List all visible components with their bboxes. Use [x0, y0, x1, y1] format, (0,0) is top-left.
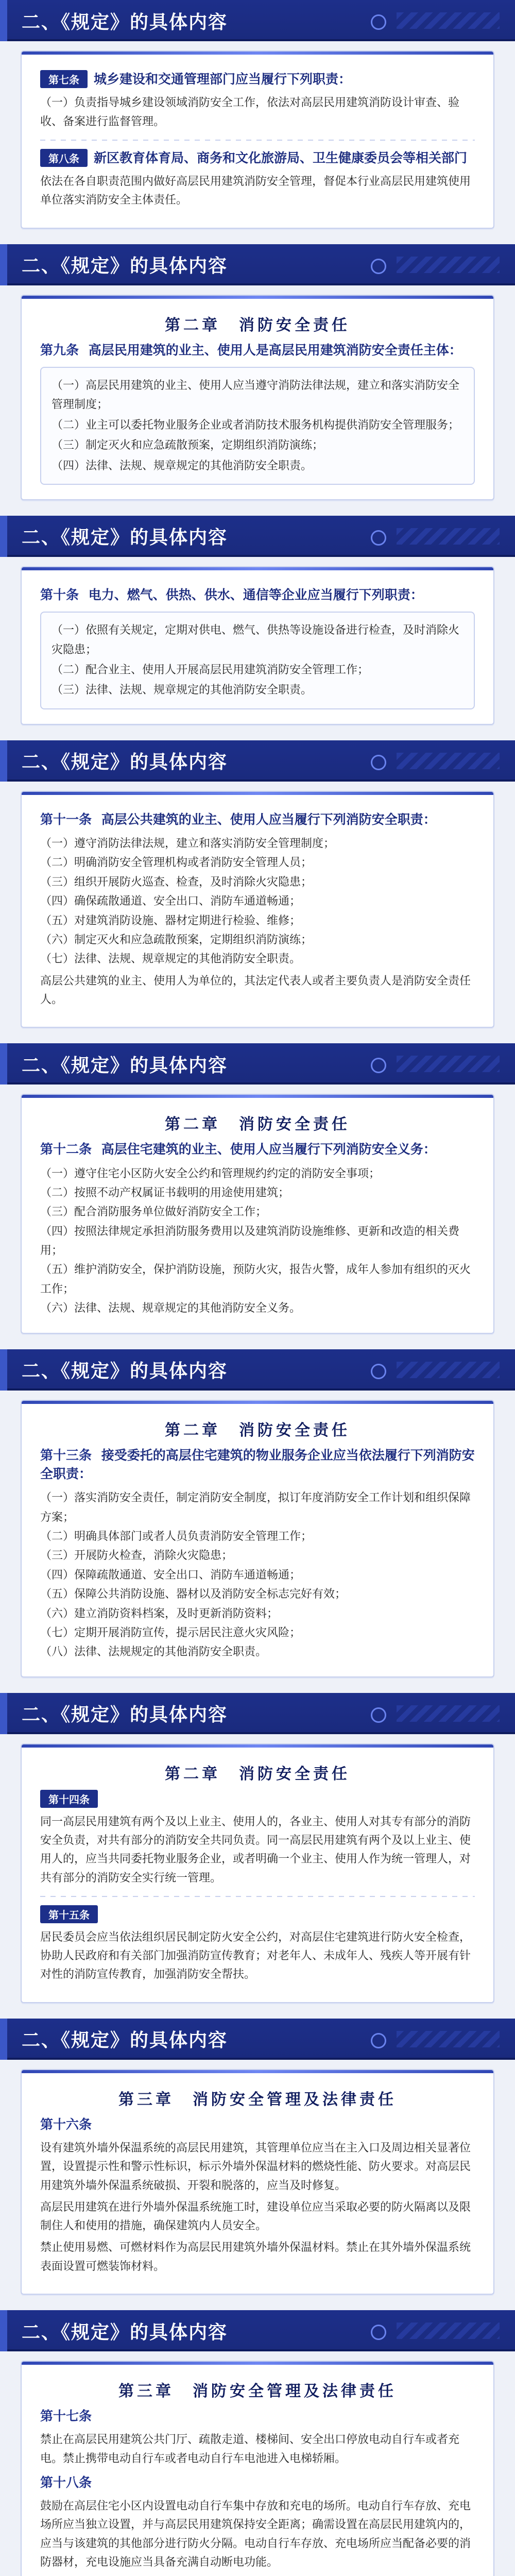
article-heading: 接受委托的高层住宅建筑的物业服务企业应当依法履行下列消防安全职责：: [40, 1447, 475, 1481]
article-text: 高层民用建筑在进行外墙外保温系统施工时，建设单位应当采取必要的防火隔离以及限制住人和使用的措施，确保建筑内人员安全。: [40, 2200, 471, 2233]
list-item: （四）保障疏散通道、安全出口、消防车通道畅通；: [40, 1568, 301, 1582]
banner-title: 二、《规定》的具体内容: [22, 752, 228, 773]
article-title: [40, 810, 475, 829]
content-panel-5: [21, 1094, 494, 1333]
list-item: （二）配合业主、使用人开展高层民用建筑消防安全管理工作；: [52, 663, 369, 676]
content-panel-4: [21, 791, 494, 1028]
circle-icon: [371, 530, 386, 546]
banner-title: 二、《规定》的具体内容: [22, 2030, 228, 2052]
article-title: [40, 586, 475, 604]
list-item: （三）配合消防服务单位做好消防安全工作；: [40, 1206, 267, 1219]
article-number: 第十二条: [40, 1142, 92, 1157]
article-note: 高层公共建筑的业主、使用人为单位的，其法定代表人或者主要负责人是消防安全责任人。: [40, 974, 471, 1006]
section-banner-2: [0, 244, 515, 285]
content-panel-7: [21, 1743, 494, 2003]
circle-icon: [371, 1364, 386, 1379]
article-text: 鼓励在高层住宅小区内设置电动自行车集中存放和充电的场所。电动自行车存放、充电场所应当独立设置，并与高层民用建筑保持安全距离；确需设置在高层民用建筑内的，应当与该建筑的其他部分进行防火分隔。电动自行车存放、充电场所应当配备必要的消防器材，充电设施应当具备充满自动断电功能。: [40, 2500, 471, 2569]
article-text: 同一高层民用建筑有两个及以上业主、使用人的，各业主、使用人对其专有部分的消防安全负责，对共有部分的消防安全共同负责。同一高层民用建筑有两个及以上业主、使用人的，应当共同委托物业服务企业，或者明确一个业主、使用人作为统一管理人，对共有部分的消防安全实行统一管理。: [40, 1815, 471, 1885]
article-number: 第十七条: [40, 2409, 92, 2424]
list-item: （八）法律、法规规定的其他消防安全职责。: [40, 1646, 267, 1659]
list-item: （六）建立消防资料档案，及时更新消防资料；: [40, 1607, 279, 1620]
article-title: [40, 1140, 475, 1159]
list-item: （三）开展防火检查，消除火灾隐患；: [40, 1549, 233, 1563]
article-text: 依法在各自职责范围内做好高层民用建筑消防安全管理，督促本行业高层民用建筑使用单位落实消防安全主体责任。: [40, 175, 471, 207]
article-tag: 第十五条: [40, 1905, 98, 1923]
divider: [40, 140, 475, 141]
article-title: 城乡建设和交通管理部门应当履行下列职责：: [94, 72, 352, 87]
section-banner-5: [0, 1043, 515, 1084]
circle-icon: [371, 2033, 386, 2048]
content-panel-6: [21, 1400, 494, 1677]
article-heading: 电力、燃气、供热、供水、通信等企业应当履行下列职责：: [88, 587, 423, 602]
list-item: （一）遵守消防法律法规，建立和落实消防安全管理制度；: [40, 837, 335, 850]
article-tag: 第十四条: [40, 1790, 98, 1808]
article-tag: 第八条: [40, 149, 88, 167]
article-heading: 高层公共建筑的业主、使用人应当履行下列消防安全职责：: [101, 811, 436, 827]
article-text: 居民委员会应当依法组织居民制定防火安全公约，对高层住宅建筑进行防火安全检查，协助人民政府和有关部门加强消防宣传教育；对老年人、未成年人、残疾人等开展有针对性的消防宣传教育，加强消防安全帮扶。: [40, 1930, 471, 1981]
list-box: [40, 367, 475, 485]
banner-title: 二、《规定》的具体内容: [22, 2321, 228, 2343]
article-title: 新区教育体育局、商务和文化旅游局、卫生健康委员会等相关部门: [94, 150, 468, 165]
article-tag: 第七条: [40, 70, 88, 88]
article-row: [40, 70, 475, 89]
banner-title: 二、《规定》的具体内容: [22, 256, 228, 277]
content-panel-8: [21, 2069, 494, 2295]
article-text: （一）负责指导城乡建设领域消防安全工作，依法对高层民用建筑消防设计审查、验收、备案进行监督管理。: [40, 96, 460, 128]
section-banner-6: [0, 1349, 515, 1391]
content-panel-1: [21, 50, 494, 229]
list-item: （一）遵守住宅小区防火安全公约和管理规约约定的消防安全事项；: [40, 1167, 381, 1180]
list-item: （二）按照不动产权属证书载明的用途使用建筑；: [40, 1186, 290, 1199]
article-text: 禁止使用易燃、可燃材料作为高层民用建筑外墙外保温材料。禁止在其外墙外保温系统表面设置可燃装饰材料。: [40, 2241, 471, 2273]
article-row: [40, 1905, 475, 1923]
article-title: [40, 2407, 475, 2426]
article-title: [40, 2115, 475, 2134]
list-item: （四）按照法律规定承担消防服务费用以及建筑消防设施维修、更新和改造的相关费用；: [40, 1225, 460, 1258]
chapter-title: 第二章 消防安全责任: [165, 1421, 350, 1439]
list-item: （七）法律、法规、规章规定的其他消防安全职责。: [40, 953, 301, 966]
section-banner-1: [0, 0, 515, 41]
divider: [40, 1896, 475, 1897]
article-number: 第十条: [40, 587, 79, 602]
section-banner-4: [0, 740, 515, 782]
article-title: [40, 1446, 475, 1484]
list-item: （五）保障公共消防设施、器材以及消防安全标志完好有效；: [40, 1588, 347, 1601]
article-row: [40, 1790, 475, 1808]
stripes-decoration: [397, 1705, 500, 1722]
circle-icon: [371, 755, 386, 770]
article-number: 第九条: [40, 342, 79, 358]
content-panel-9: [21, 2361, 494, 2576]
circle-icon: [371, 1058, 386, 1073]
article-heading: 高层住宅建筑的业主、使用人应当履行下列消防安全义务：: [101, 1142, 436, 1157]
section-banner-7: [0, 1693, 515, 1734]
article-number: 第十三条: [40, 1447, 92, 1463]
article-text: 设有建筑外墙外保温系统的高层民用建筑，其管理单位应当在主入口及周边相关显著位置，设置提示性和警示性标识，标示外墙外保温材料的燃烧性能、防火要求。对高层民用建筑外墙外保温系统破损、开裂和脱落的，应当及时修复。: [40, 2142, 471, 2192]
banner-title: 二、《规定》的具体内容: [22, 1055, 228, 1076]
chapter-title: 第二章 消防安全责任: [165, 1765, 350, 1783]
stripes-decoration: [397, 1056, 500, 1072]
article-text: 禁止在高层民用建筑公共门厅、疏散走道、楼梯间、安全出口停放电动自行车或者充电。禁止携带电动自行车或者电动自行车电池进入电梯轿厢。: [40, 2433, 460, 2465]
stripes-decoration: [397, 257, 500, 273]
article-number: 第十一条: [40, 811, 92, 827]
article-title: [40, 341, 475, 360]
stripes-decoration: [397, 12, 500, 29]
list-item: （二）明确具体部门或者人员负责消防安全管理工作；: [40, 1530, 313, 1543]
article-heading: 高层民用建筑的业主、使用人是高层民用建筑消防安全责任主体：: [88, 342, 462, 358]
stripes-decoration: [397, 753, 500, 769]
list-item: （六）法律、法规、规章规定的其他消防安全义务。: [40, 1302, 301, 1315]
section-banner-8: [0, 2019, 515, 2060]
banner-title: 二、《规定》的具体内容: [22, 11, 228, 33]
stripes-decoration: [397, 2323, 500, 2339]
article-row: [40, 149, 475, 167]
chapter-title: 第二章 消防安全责任: [165, 1115, 350, 1134]
list-item: （四）法律、法规、规章规定的其他消防安全职责。: [52, 459, 313, 472]
list-item: （六）制定灭火和应急疏散预案，定期组织消防演练；: [40, 933, 313, 946]
section-banner-3: [0, 516, 515, 557]
list-item: （四）确保疏散通道、安全出口、消防车通道畅通；: [40, 895, 301, 908]
article-number: 第十六条: [40, 2116, 92, 2132]
stripes-decoration: [397, 1362, 500, 1378]
list-item: （二）业主可以委托物业服务企业或者消防技术服务机构提供消防安全管理服务；: [52, 418, 460, 432]
chapter-title: 第三章 消防安全管理及法律责任: [118, 2090, 397, 2109]
list-item: （三）制定灭火和应急疏散预案，定期组织消防演练；: [52, 439, 324, 452]
list-item: （五）对建筑消防设施、器材定期进行检验、维修；: [40, 914, 301, 927]
banner-title: 二、《规定》的具体内容: [22, 527, 228, 549]
article-title: [40, 2473, 475, 2492]
list-item: （一）落实消防安全责任，制定消防安全制度，拟订年度消防安全工作计划和组织保障方案；: [40, 1492, 471, 1524]
article-number: 第十八条: [40, 2475, 92, 2490]
list-item: （三）组织开展防火巡查、检查，及时消除火灾隐患；: [40, 875, 313, 889]
list-item: （七）定期开展消防宣传，提示居民注意火灾风险；: [40, 1626, 301, 1639]
content-panel-3: [21, 566, 494, 725]
content-panel-2: [21, 295, 494, 500]
circle-icon: [371, 14, 386, 30]
banner-title: 二、《规定》的具体内容: [22, 1361, 228, 1382]
list-item: （一）依照有关规定，定期对供电、燃气、供热等设施设备进行检查，及时消除火灾隐患；: [52, 624, 460, 656]
circle-icon: [371, 259, 386, 274]
list-item: （一）高层民用建筑的业主、使用人应当遵守消防法律法规，建立和落实消防安全管理制度；: [52, 379, 460, 412]
circle-icon: [371, 2325, 386, 2340]
list-item: （二）明确消防安全管理机构或者消防安全管理人员；: [40, 856, 313, 870]
stripes-decoration: [397, 2031, 500, 2047]
section-banner-9: [0, 2310, 515, 2351]
banner-title: 二、《规定》的具体内容: [22, 1704, 228, 1726]
chapter-title: 第三章 消防安全管理及法律责任: [118, 2382, 397, 2401]
list-item: （五）维护消防安全，保护消防设施，预防火灾，报告火警，成年人参加有组织的灭火工作；: [40, 1263, 471, 1296]
circle-icon: [371, 1707, 386, 1723]
list-item: （三）法律、法规、规章规定的其他消防安全职责。: [52, 684, 313, 697]
stripes-decoration: [397, 528, 500, 545]
list-box: [40, 612, 475, 709]
chapter-title: 第二章 消防安全责任: [165, 316, 350, 334]
